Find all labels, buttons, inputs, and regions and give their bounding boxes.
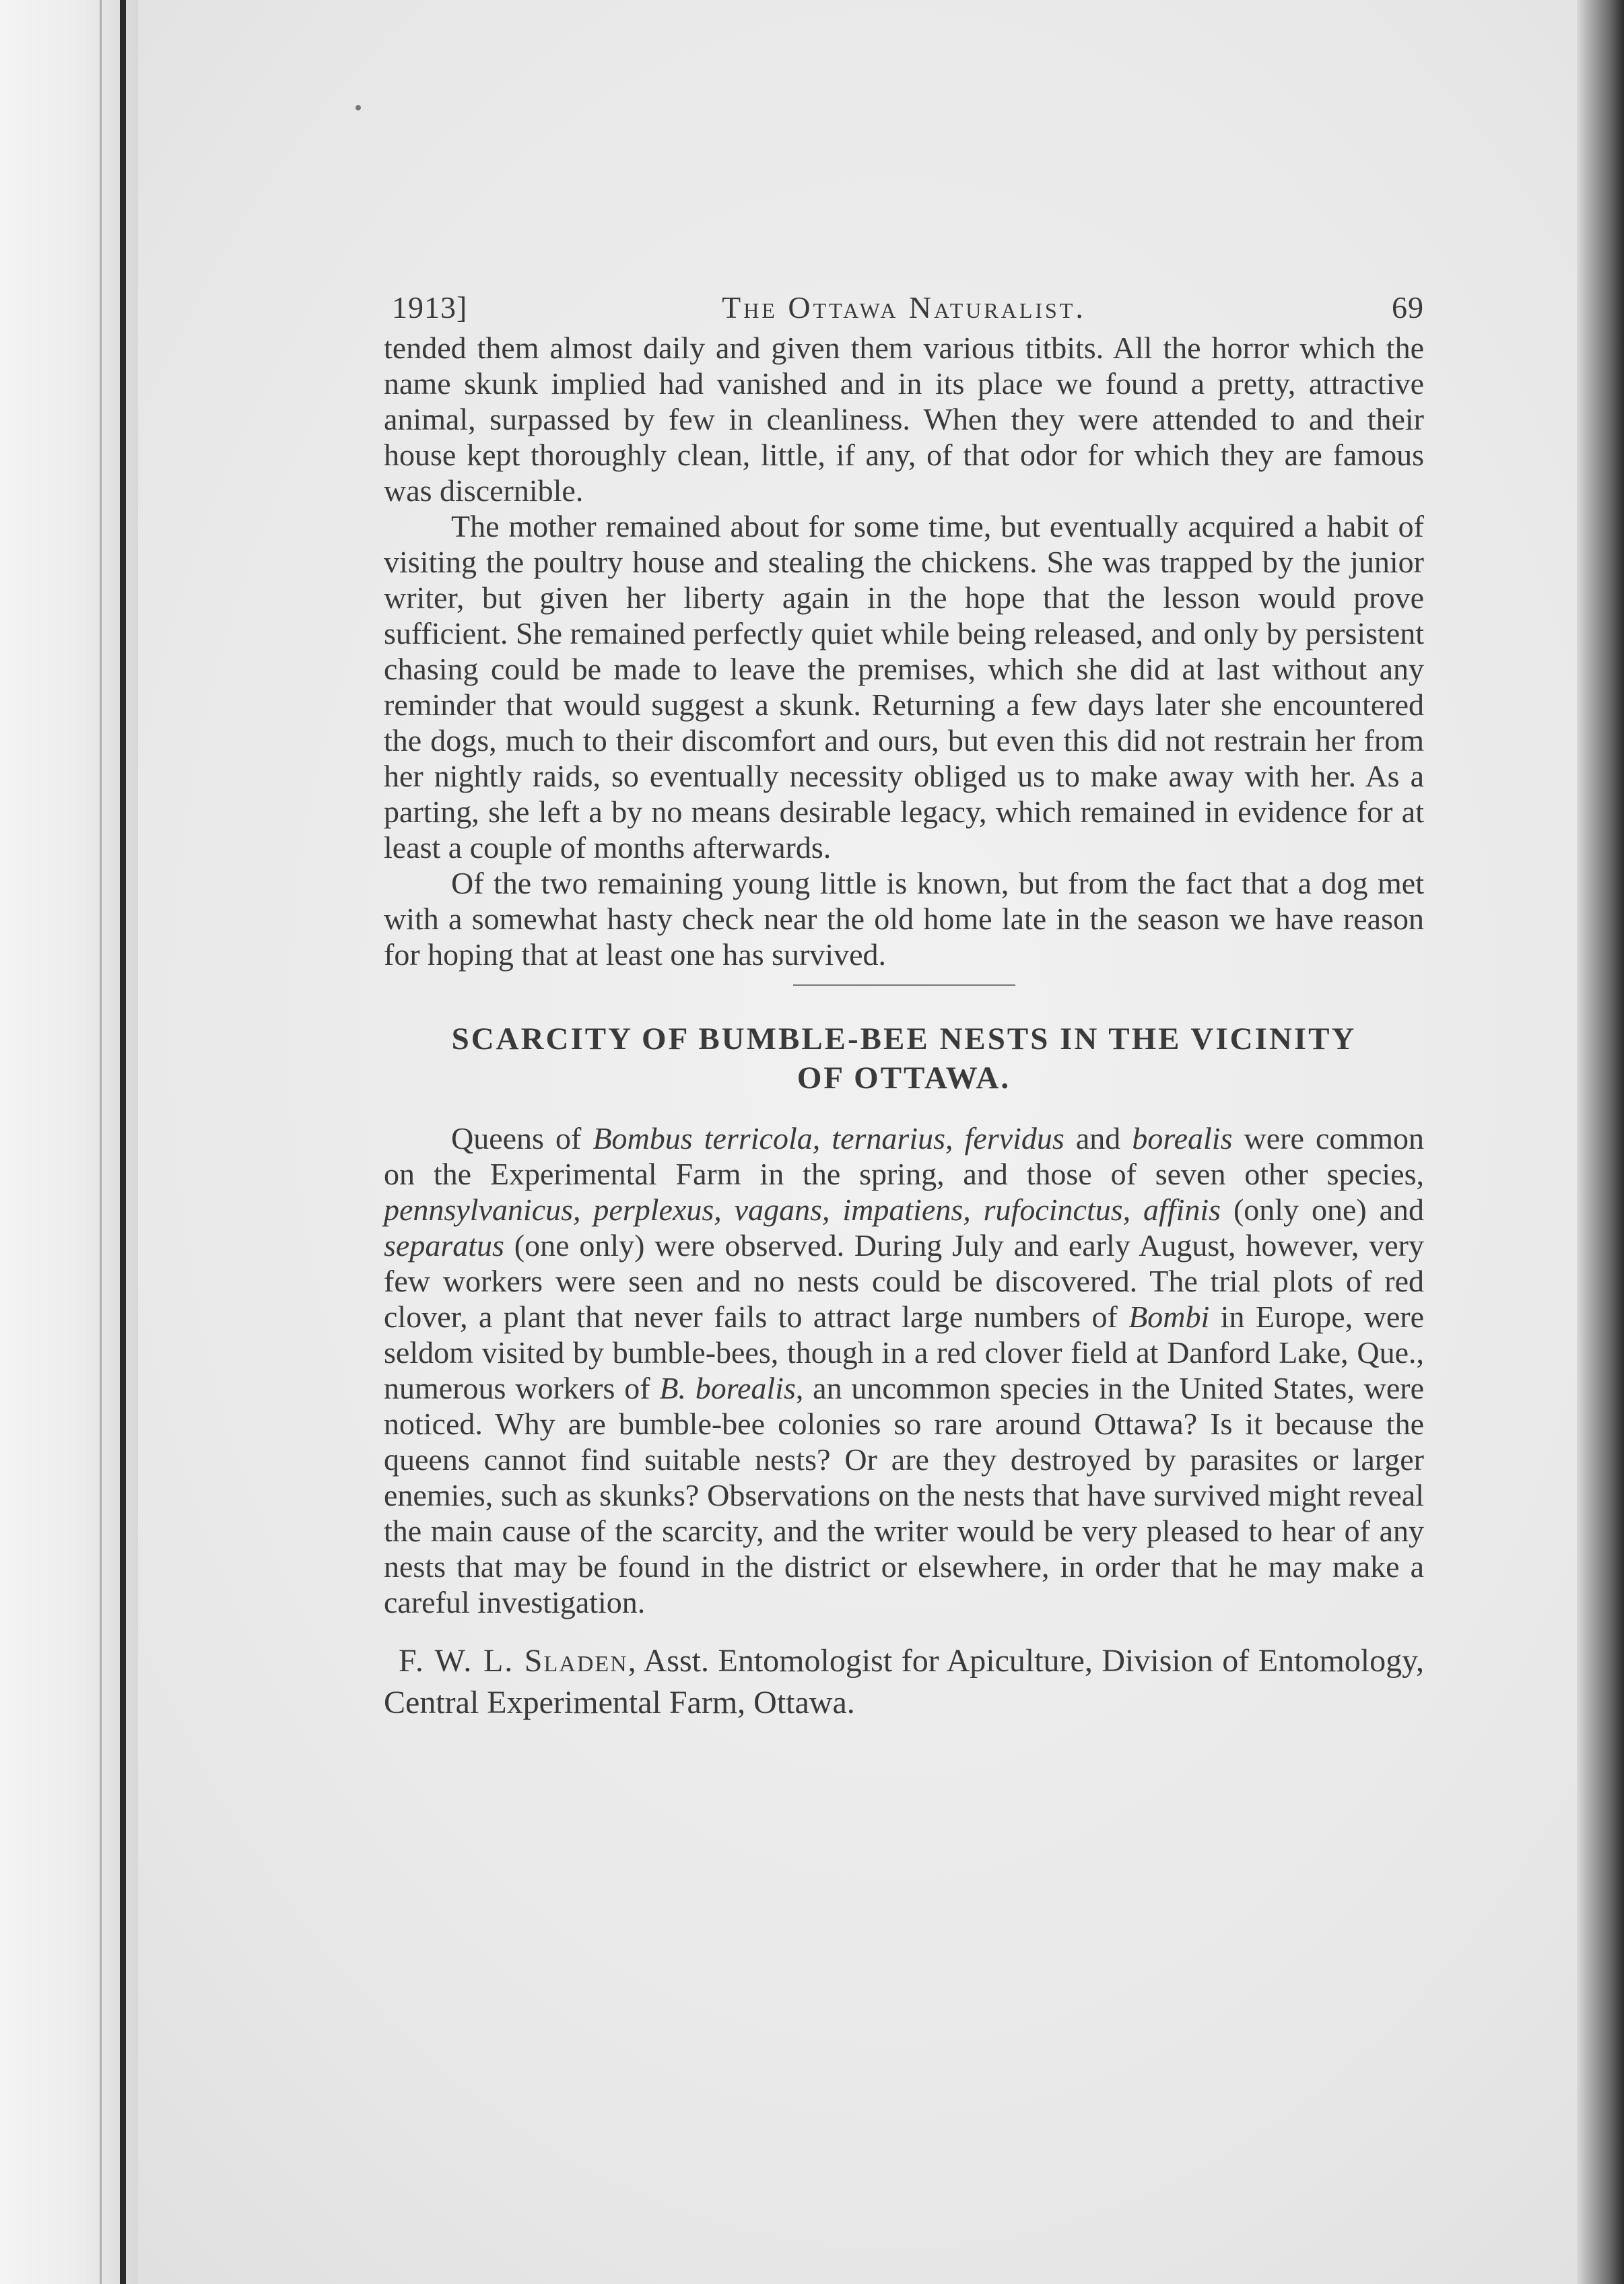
species-names: pennsylvanicus, perplexus, vagans, impatiens, rufocinctus, affinis — [384, 1193, 1221, 1227]
page-number: 69 — [1392, 290, 1424, 325]
text-run: , an uncommon species in the United States, were noticed. Why are bumble-bee colonies so rare around Ottawa? Is it because the queens cannot find suitable nests? Or are they destroyed by parasites or larger enemies, such as skunks? Observations on the nests that have survived might reveal the main cause of the scarcity, and the writer would be very pleased to hear of any nests that may be found in the district or elsewhere, in order that he may make a careful investigation. — [384, 1371, 1424, 1619]
paragraph: tended them almost daily and given them various titbits. All the horror which the name skunk implied had vanished and in its place we found a pretty, attractive animal, surpassed by few in cleanliness. When they were attended to and their house kept thoroughly clean, little, if any, of that odor for which they are famous was discernible. — [384, 331, 1424, 508]
header-year: 1913] — [392, 290, 468, 325]
author-name: F. W. L. Sladen — [399, 1643, 628, 1679]
text-run: (only one) and — [1221, 1193, 1424, 1227]
binding-edge-line — [120, 0, 126, 2284]
species-name: borealis — [1132, 1121, 1233, 1155]
skunk-article-continuation — [384, 330, 1424, 972]
journal-page — [384, 283, 1424, 1756]
header-journal-title: The Ottawa Naturalist. — [722, 290, 1086, 325]
binding-shadow-line — [100, 0, 102, 2284]
section-divider — [793, 984, 1015, 986]
article-title — [384, 1019, 1424, 1098]
text-run: Queens of — [451, 1121, 593, 1155]
species-name: B. borealis — [659, 1371, 796, 1405]
scan-speck — [356, 105, 361, 110]
paragraph: Of the two remaining young little is known, but from the fact that a dog met with a somewhat hasty check near the old home late in the season we have reason for hoping that at least one has survived. — [384, 866, 1424, 972]
author-affiliation: , Asst. Entomologist for Apiculture, Division of Entomology, Central Experimental Farm, Ottawa. — [384, 1643, 1424, 1720]
author-byline — [384, 1640, 1424, 1724]
genus-name: Bombi — [1128, 1300, 1210, 1334]
running-header — [384, 283, 1424, 330]
species-name: separatus — [384, 1228, 504, 1263]
paragraph: The mother remained about for some time, but eventually acquired a habit of visiting the poultry house and stealing the chickens. She was trapped by the junior writer, but given her liberty again in the hope that the lesson would prove sufficient. She remained perfectly quiet while being released, and only by persistent chasing could be made to leave the premises, which she did at last without any reminder that would suggest a skunk. Returning a few days later she encountered the dogs, much to their discomfort and ours, but even this did not restrain her from her nightly raids, so eventually necessity obliged us to make away with her. As a parting, she left a by no means desirable legacy, which remained in evidence for at least a couple of months afterwards. — [384, 509, 1424, 865]
text-run: in Europe, were seldom visited by bumble-bees, though in a red clover field at Danford Lake, Que., numerous workers of — [384, 1300, 1424, 1405]
text-run: (one only) were observed. During July and early August, however, very few workers were seen and no nests could be discovered. The trial plots of red clover, a plant that never fails to attract large numbers of — [384, 1228, 1424, 1334]
article-title-line-1: SCARCITY OF BUMBLE-BEE NESTS IN THE VICINITY — [451, 1021, 1357, 1056]
article-paragraph — [384, 1120, 1424, 1620]
text-run: were common on the Experimental Farm in the spring, and those of seven other species, — [384, 1121, 1424, 1191]
page-right-edge — [1577, 0, 1624, 2284]
binding-margin — [0, 0, 138, 2284]
species-names: Bombus terricola, ternarius, fervidus — [593, 1121, 1064, 1155]
article-title-line-2: OF OTTAWA. — [797, 1061, 1011, 1096]
text-run: and — [1064, 1121, 1132, 1155]
